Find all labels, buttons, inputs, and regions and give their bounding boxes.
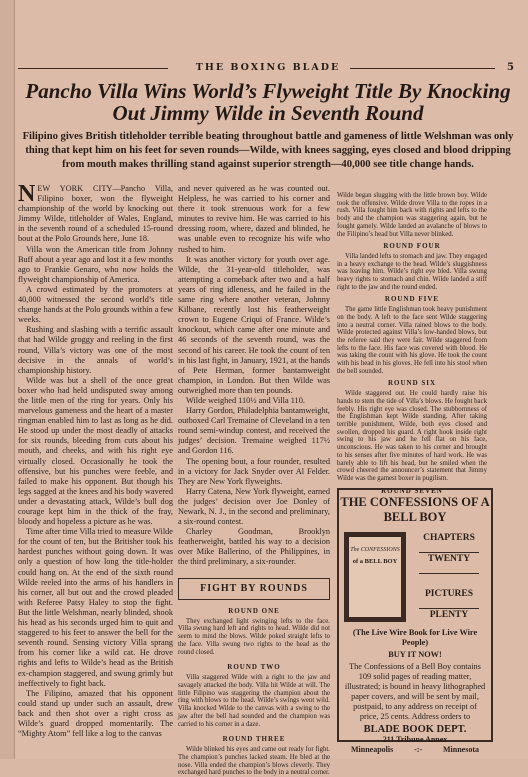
round-text: Wilde began slugging with the little brown boy. Wilde took the offensive. Wilde drove Villa to the ropes in a rush. Villa fought him back with rights and lefts to the body and the champion was staggering again, but he fought gamely. Wilde landed an avalanche of blows to the Filipino’s head but Villa never blinked. xyxy=(337,192,487,238)
round-text: Villa staggered Wilde with a right to the jaw and savagely attacked the body. Villa hit Wilde at will. The little Filipino was staggering the champion about the ring with blows to the head. Wilde’s swings went wild. Villa knocked Wilde to the canvas with a swing to the jaw after the bell had sounded and the champion was carried to his corner in a daze. xyxy=(178,674,330,728)
article-paragraph: Harry Catena, New York flyweight, earned the judges’ decision over Joe Donley of Newark, N. J., in the second and preliminary, a six-round contest. xyxy=(178,486,330,527)
publication-title: THE BOXING BLADE xyxy=(195,62,341,73)
article-paragraph: A crowd estimated by the promoters at 40,000 witnessed the second world’s title change hands at the Polo grounds within a few weeks. xyxy=(18,284,173,325)
ad-body xyxy=(343,628,487,755)
ad-features xyxy=(411,532,487,621)
fight-by-rounds-box: FIGHT BY ROUNDS xyxy=(178,578,330,600)
ad-state: Minnesota xyxy=(442,745,479,754)
article-paragraph: and never quivered as he was counted out. Helpless, he was carried to his corner and there it took strenuous work for a few minutes to revive him. He was carried to his dressing room, where, dazed and blinded, he was unable even to recognize his wife who rushed to him. xyxy=(178,184,330,254)
pictures-value: PLENTY xyxy=(429,610,469,620)
article-paragraph: Villa won the American title from Johnny Buff about a year ago and lost it a few months ago to Frankie Genaro, who now holds the flyweight championship of America. xyxy=(18,244,173,284)
article-paragraph: Time after time Villa tried to measure Wilde for the count of ten, but the Britisher took his hardest punches without going down. It was only a question of how long the title-holder could hang on. At the end of the sixth round Wilde reeled into the arms of his handlers in his corner, all but out and the crowd pleaded with Referee Patsy Haley to stop the fight. But the little Welshman, nearly blinded, shook his head as his seconds urged him to quit and staggered to his feet to answer the bell for the seventh round. Sensing victory Villa sprang from his corner like a wild cat. He drove rights and lefts to Wilde’s head as the British ex-champion staggered, and swung grimly but ineffectively to fight back. xyxy=(18,527,173,688)
pictures-label: PICTURES xyxy=(424,589,474,599)
round-text: Wilde staggered out. He could hardly raise his hands to stem the tide of Villa’s blows. He fought back feebly. His right eye was closed. The stubbornness of the Englishman kept Wilde standing. After taking terrible punishment, Wilde, both eyes closed and swollen, dropped his guard. A right hook inside right swing to his jaw and he fell flat on his face, unconscious. He was taken to his corner and brought to his senses after five minutes of hard work. He was barely able to lift his head, but he smiled when the crowd cheered the announcer’s statement that Jimmy Wilde was the gamest boxer in pugilism. xyxy=(337,390,487,482)
ad-city: Minneapolis xyxy=(351,745,394,754)
deck: Filipino gives British titleholder terrible beating throughout battle and gameness of little Welshman was only thing that kept him on his feet for seven rounds—Wilde, with knees sagging, eyes closed and blood dripping from mouth makes thrilling stand against superior strength—40,000 see title change hands. xyxy=(22,131,514,170)
chapters-value: TWENTY xyxy=(427,554,471,564)
article-paragraph: NEW YORK CITY—Pancho Villa, Filipino boxer, won the flyweight championship of the world by knocking out Jimmy Wilde, titleholder of Wales, England, in the seventh round of a scheduled 15-round bout at the Polo Grounds here, June 18. xyxy=(18,181,173,244)
article-paragraph: Charley Goodman, Brooklyn featherweight, battled his way to a decision over Mike Ballerino, of the Philippines, in the third preliminary, a six-rounder. xyxy=(178,527,330,567)
round-heading: ROUND SIX xyxy=(387,379,437,388)
column-1 xyxy=(18,181,173,759)
round-text: The game little Englishman took heavy punishment on the body. A left to the face sent Wilde staggering into a neutral corner. Villa rained blows to the body. Wilde protected against Villa’s low-handed blows, but the referee said they were fair. Wilde staggered from lefts to the face. His face was covered with blood. He was taking the count with his glove. He took the count with his head in his gloves. He fell into his stool when the bell sounded. xyxy=(337,306,487,375)
book-advertisement xyxy=(337,488,493,754)
round-heading: ROUND THREE xyxy=(222,735,286,744)
book-cover-illustration xyxy=(344,532,406,622)
article-paragraph: The opening bout, a four rounder, resulted in a victory for Jack Snyder over Al Felder. They are New York flyweights. xyxy=(178,456,330,486)
ad-department: BLADE BOOK DEPT. xyxy=(363,724,467,735)
running-head xyxy=(18,62,518,74)
round-heading: ROUND FOUR xyxy=(383,242,441,251)
round-text: They exchanged light swinging lefts to the face. Villa swung hard left and rights to head. Wilde did not seem to mind the blows. Wilde poked straight lefts to the face. Villa swung two rights to the head as the round closed. xyxy=(178,617,330,656)
adjacent-page-edge xyxy=(0,0,15,759)
chapters-label: CHAPTERS xyxy=(423,533,475,543)
drop-cap: N xyxy=(18,181,36,207)
round-heading: ROUND SEVEN xyxy=(381,486,443,495)
round-text: Villa landed lefts to stomach and jaw. They engaged in a heavy exchange to the head. Wilde’s sluggishness was leaving him. Wilde’s right eye bled. Villa swung heavy rights to stomach and chin. Wilde landed a stiff right to the jaw and the round ended. xyxy=(337,252,487,291)
ad-headline: THE CONFESSIONS OF A BELL BOY xyxy=(340,495,490,524)
headline: Pancho Villa Wins World’s Flyweight Title By Knocking Out Jimmy Wilde in Seventh Round xyxy=(25,79,511,125)
ad-city-line xyxy=(343,745,487,755)
article-paragraph: Wilde was but a shell of the once great boxer who had held undisputed sway among the little men of the ring for years. Only his marvelous gameness and the heart of a master ringman enabled him to last as long as he did. He stood up under the most deadly of attacks for six rounds, bleeding from cuts about his mouth, and cheeks, and with his right eye virtually closed. Occasionally he took the offensive, but his punches were feeble, and failed to make his opponent. But though his legs sagged at the knees and his body wavered under a devastating attack, Wilde’s bull dog courage kept him in the thick of the fray, bloody and hopeless a picture as he was. xyxy=(18,375,173,527)
article-paragraph: Wilde weighed 110½ and Villa 110. xyxy=(186,395,305,405)
ad-separator: -:- xyxy=(414,745,423,754)
article-paragraph: Harry Gordon, Philadelphia bantamweight, outboxed Carl Tremaine of Cleveland in a ten round semi-windup contest, and received the judges’ decision. Tremaine weighed 117½ and Gordon 116. xyxy=(178,406,330,456)
column-2 xyxy=(178,184,331,777)
round-heading: ROUND FIVE xyxy=(384,295,440,304)
cover-subtitle: of a BELL BOY xyxy=(352,558,398,565)
ad-cta: BUY IT NOW! xyxy=(388,650,442,659)
column-3 xyxy=(337,192,487,495)
ad-series: (The Live Wire Book for Live Wire People) xyxy=(352,628,478,647)
article-paragraph: Rushing and slashing with a terrific assault that had Wilde groggy and reeling in the first round, Villa’s victory was one of the most decisive in the annals of world’s championship history. xyxy=(18,325,173,375)
round-heading: ROUND TWO xyxy=(227,663,281,672)
page-number: 5 xyxy=(507,62,514,73)
article-paragraph: The Filipino, amazed that his opponent could stand up under such an assault, drew back and then shot over a right cross as Wilde’s guard dropped momentarily. The “Mighty Atom” fell like a log to the canvas xyxy=(18,688,173,739)
divider xyxy=(419,573,479,574)
round-text: Wilde blinked his eyes and came out ready for fight. The champion’s punches lacked steam. He bled at the nose. Villa ended the champion’s blows cleverly. They exchanged hard punches to the body in a neutral corner. xyxy=(178,746,330,777)
article-paragraph: It was another victory for youth over age. Wilde, the 31-year-old titleholder, was attempting a comeback after two and a half years of ring idleness, and he failed in the same ring where another veteran, Johnny Kilbane, recently lost his featherweight crown to Eugene Criqui of France. Wilde’s knockout, which came after one minute and 46 seconds of the seventh round, was the second of his career. He took the count of ten in his last fight, in January, 1921, at the hands of Pete Herman, former bantamweight champion, in London. But then Wilde was outweighed more than ten pounds. xyxy=(178,254,331,395)
ad-address: 211 Tribune Annex xyxy=(382,735,448,744)
ad-description: The Confessions of a Bell Boy contains 109 solid pages of reading matter, illustrated; is bound in heavy lithographed paper covers, and will be sent by mail, postpaid, to any address on receipt of price, 25 cents. Address orders to xyxy=(344,662,486,721)
round-heading: ROUND ONE xyxy=(228,606,280,615)
cover-title: The CONFESSIONS xyxy=(350,547,400,553)
